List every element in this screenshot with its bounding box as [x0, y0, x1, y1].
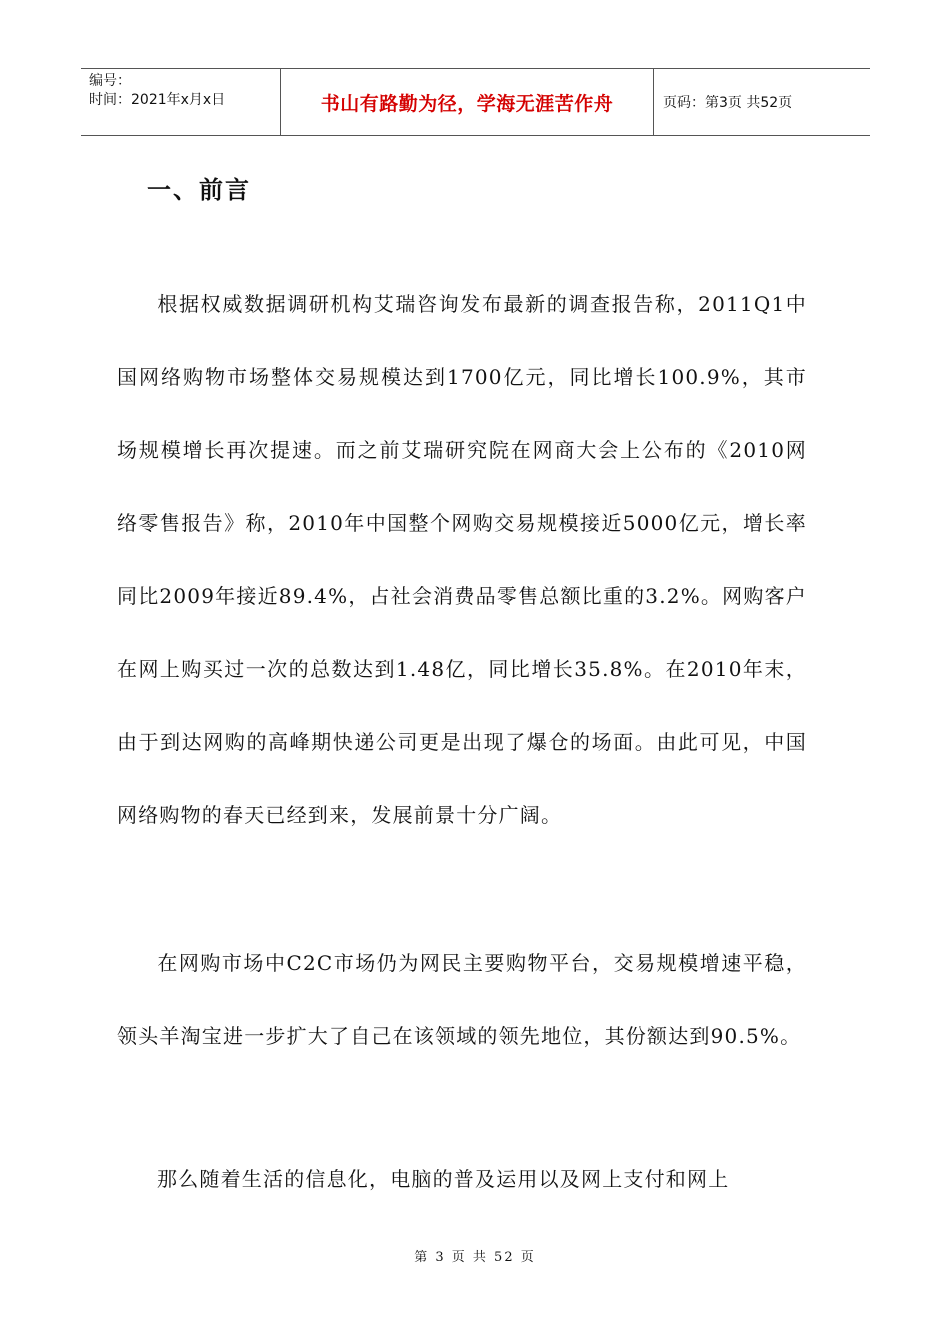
- header-page-info: 页码：第3页 共52页: [663, 95, 793, 111]
- paragraph-2-text: 在网购市场中C2C市场仍为网民主要购物平台，交易规模增速平稳，领头羊淘宝进一步扩大了自己在该领域的领先地位，其份额达到90.5%。: [117, 951, 807, 1048]
- paragraph-2: [117, 927, 807, 1073]
- paragraph-3-text: 那么随着生活的信息化，电脑的普及运用以及网上支付和网上: [157, 1167, 730, 1191]
- section-heading: 一、前言: [147, 176, 251, 204]
- document-time-label: 时间：2021年x月x日: [89, 92, 226, 108]
- header-meta: [81, 69, 281, 135]
- header-motto: 书山有路勤为径，学海无涯苦作舟: [281, 69, 654, 135]
- document-number-label: 编号：: [89, 73, 131, 89]
- paragraph-1-text: 根据权威数据调研机构艾瑞咨询发布最新的调查报告称，2011Q1中国网络购物市场整体交易规模达到1700亿元，同比增长100.9%，其市场规模增长再次提速。而之前艾瑞研究院在网商大会上公布的《2010网络零售报告》称，2010年中国整个网购交易规模接近5000亿元，增长率同比2009年接近89.4%，占社会消费品零售总额比重的3.2%。网购客户在网上购买过一次的总数达到1.48亿，同比增长35.8%。在2010年末，由于到达网购的高峰期快递公司更是出现了爆仓的场面。由此可见，中国网络购物的春天已经到来，发展前景十分广阔。: [117, 292, 807, 827]
- paragraph-3: [117, 1143, 807, 1216]
- paragraph-1: [117, 268, 807, 852]
- page-footer: 第 3 页 共 52 页: [414, 1250, 536, 1265]
- page-header: [81, 68, 870, 136]
